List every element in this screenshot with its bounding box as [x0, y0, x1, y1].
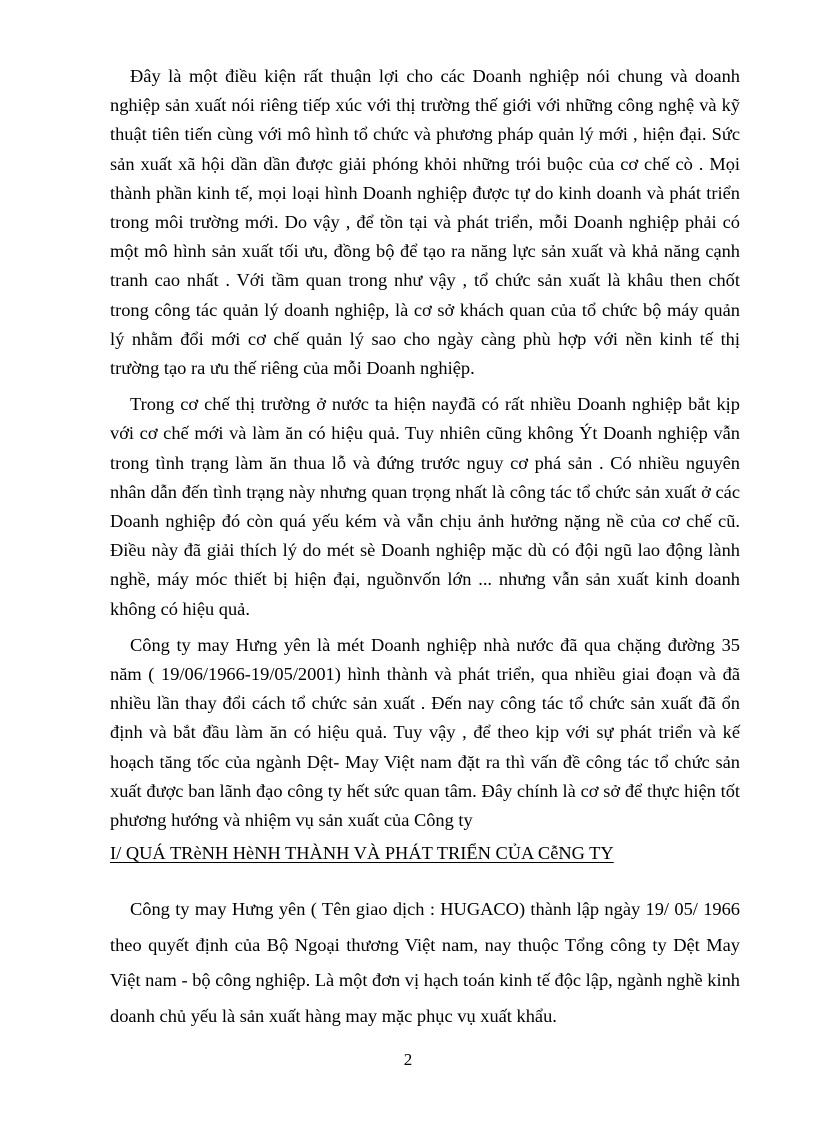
page-number: 2	[403, 1050, 413, 1069]
section-heading: I/ QUÁ TRèNH HèNH THÀNH VÀ PHÁT TRIỂN CỦA CễNG TY	[110, 843, 614, 864]
document-page	[110, 62, 740, 1035]
section-paragraph: Công ty may Hưng yên ( Tên giao dịch : HUGACO) thành lập ngày 19/ 05/ 1966 theo quyết định của Bộ Ngoại thương Việt nam, nay thuộc Tổng công ty Dệt May Việt nam - bộ công nghiệp. Là một đơn vị hạch toán kinh tế độc lập, ngành nghề kinh doanh chủ yếu là sản xuất hàng may mặc phục vụ xuất khẩu.	[110, 899, 740, 1027]
paragraph-1: Đây là một điều kiện rất thuận lợi cho các Doanh nghiệp nói chung và doanh nghiệp sản xuất nói riêng tiếp xúc với thị trường thế giới với những công nghệ và kỹ thuật tiên tiến cùng với mô hình tổ chức và phương pháp quản lý mới , hiện đại. Sức sản xuất xã hội dần dần được giải phóng khỏi những trói buộc của cơ chế cò . Mọi thành phần kinh tế, mọi loại hình Doanh nghiệp được tự do kinh doanh và phát triển trong môi trường mới. Do vậy , để tồn tại và phát triển, mỗi Doanh nghiệp phải có một mô hình sản xuất tối ưu, đồng bộ để tạo ra năng lực sản xuất và khả năng cạnh tranh cao nhất . Với tầm quan trong như vậy , tổ chức sản xuất là khâu then chốt trong công tác quản lý doanh nghiệp, là cơ sở khách quan của tổ chức bộ máy quản lý nhằm đổi mới cơ chế quản lý sao cho ngày càng phù hợp với nền kinh tế thị trường tạo ra ưu thế riêng của mỗi Doanh nghiệp.	[110, 66, 740, 379]
paragraph-3: Công ty may Hưng yên là mét Doanh nghiệp nhà nước đã qua chặng đường 35 năm ( 19/06/1966-19/05/2001) hình thành và phát triển, qua nhiều giai đoạn và đã nhiều lần thay đổi cách tổ chức sản xuất . Đến nay công tác tổ chức sản xuất đã ổn định và bắt đầu làm ăn có hiệu quả. Tuy vậy , để theo kịp với sự phát triển và kế hoạch tăng tốc của ngành Dệt- May Việt nam đặt ra thì vấn đề công tác tổ chức sản xuất được ban lãnh đạo công ty hết sức quan tâm. Đây chính là cơ sở để thực hiện tốt phương hướng và nhiệm vụ sản xuất của Công ty	[110, 634, 740, 831]
paragraph-2: Trong cơ chế thị trường ở nước ta hiện nayđã có rất nhiều Doanh nghiệp bắt kịp với cơ chế mới và làm ăn có hiệu quả. Tuy nhiên cũng không Ýt Doanh nghiệp vẫn trong tình trạng làm ăn thua lỗ và đứng trước nguy cơ phá sản . Có nhiều nguyên nhân dẫn đến tình trạng này nhưng quan trọng nhất là công tác tổ chức sản xuất ở các Doanh nghiệp đó còn quá yếu kém và vẫn chịu ảnh hưởng nặng nề của cơ chế cũ. Điều này đã giải thích lý do mét sè Doanh nghiệp mặc dù có đội ngũ lao động lành nghề, máy móc thiết bị hiện đại, nguồnvốn lớn ... nhưng vẫn sản xuất kinh doanh không có hiệu quả.	[110, 394, 740, 619]
